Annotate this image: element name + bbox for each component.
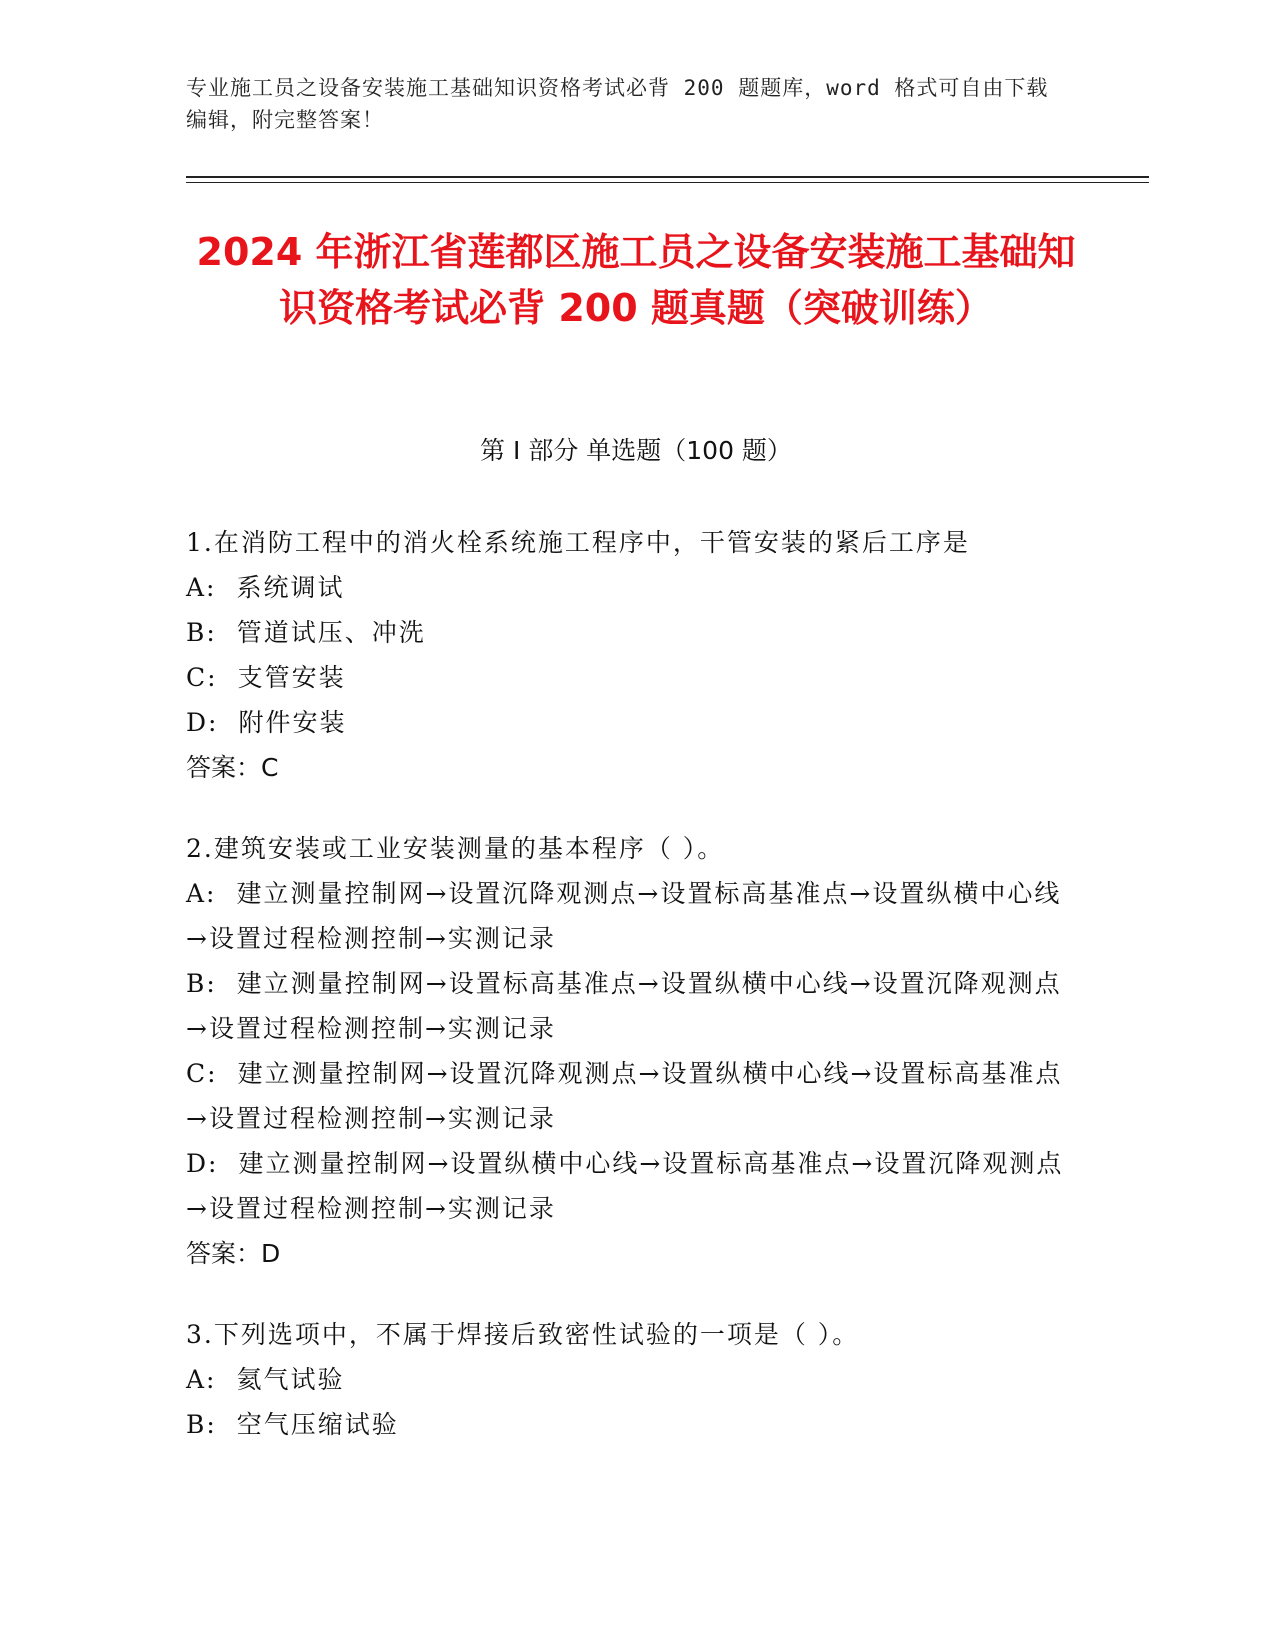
option-key: B: bbox=[186, 618, 217, 647]
question-list bbox=[186, 520, 1076, 1483]
option-text: 建立测量控制网→设置标高基准点→设置纵横中心线→设置沉降观测点→设置过程检测控制→实测记录 bbox=[186, 969, 1062, 1043]
option-key: D: bbox=[186, 708, 219, 737]
option-text: 附件安装 bbox=[238, 708, 347, 737]
option-d bbox=[186, 1141, 1076, 1231]
option-c bbox=[186, 655, 1076, 700]
option-text: 系统调试 bbox=[236, 573, 345, 602]
option-key: A: bbox=[186, 879, 217, 908]
option-b bbox=[186, 961, 1076, 1051]
header-rule-thick bbox=[186, 176, 1149, 178]
option-text: 支管安装 bbox=[237, 663, 346, 692]
header-note: 专业施工员之设备安装施工基础知识资格考试必背 200 题题库，word 格式可自由下载编辑，附完整答案！ bbox=[186, 76, 1049, 132]
answer-value: C bbox=[261, 753, 279, 782]
option-key: A: bbox=[186, 1365, 217, 1394]
question-stem: 1.在消防工程中的消火栓系统施工程序中，干管安装的紧后工序是 bbox=[186, 528, 970, 557]
option-d bbox=[186, 700, 1076, 745]
option-text: 建立测量控制网→设置纵横中心线→设置标高基准点→设置沉降观测点→设置过程检测控制→实测记录 bbox=[186, 1149, 1064, 1223]
option-text: 空气压缩试验 bbox=[236, 1410, 399, 1439]
question-stem: 3.下列选项中，不属于焊接后致密性试验的一项是（ ）。 bbox=[186, 1320, 860, 1349]
question-1 bbox=[186, 520, 1076, 790]
option-key: D: bbox=[186, 1149, 219, 1178]
option-text: 建立测量控制网→设置沉降观测点→设置纵横中心线→设置标高基准点→设置过程检测控制→实测记录 bbox=[186, 1059, 1063, 1133]
option-text: 管道试压、冲洗 bbox=[236, 618, 426, 647]
option-text: 氦气试验 bbox=[236, 1365, 345, 1394]
option-key: B: bbox=[186, 1410, 217, 1439]
option-a bbox=[186, 1357, 1076, 1402]
question-3 bbox=[186, 1312, 1076, 1447]
option-a bbox=[186, 871, 1076, 961]
answer-label: 答案： bbox=[186, 753, 262, 782]
document-title: 2024 年浙江省莲都区施工员之设备安装施工基础知识资格考试必背 200 题真题（突破训练） bbox=[196, 230, 1076, 330]
answer-line bbox=[186, 1231, 1076, 1276]
option-b bbox=[186, 1402, 1076, 1447]
question-2 bbox=[186, 826, 1076, 1276]
option-c bbox=[186, 1051, 1076, 1141]
question-stem: 2.建筑安装或工业安装测量的基本程序（ ）。 bbox=[186, 834, 725, 863]
option-key: A: bbox=[186, 573, 217, 602]
option-key: B: bbox=[186, 969, 217, 998]
option-key: C: bbox=[186, 1059, 218, 1088]
option-text: 建立测量控制网→设置沉降观测点→设置标高基准点→设置纵横中心线→设置过程检测控制→实测记录 bbox=[186, 879, 1062, 953]
option-a bbox=[186, 565, 1076, 610]
header-rule-thin bbox=[186, 182, 1149, 183]
section-title: 第 I 部分 单选题（100 题） bbox=[480, 436, 792, 465]
answer-line bbox=[186, 745, 1076, 790]
option-key: C: bbox=[186, 663, 218, 692]
option-b bbox=[186, 610, 1076, 655]
answer-label: 答案： bbox=[186, 1239, 262, 1268]
answer-value: D bbox=[261, 1239, 281, 1268]
